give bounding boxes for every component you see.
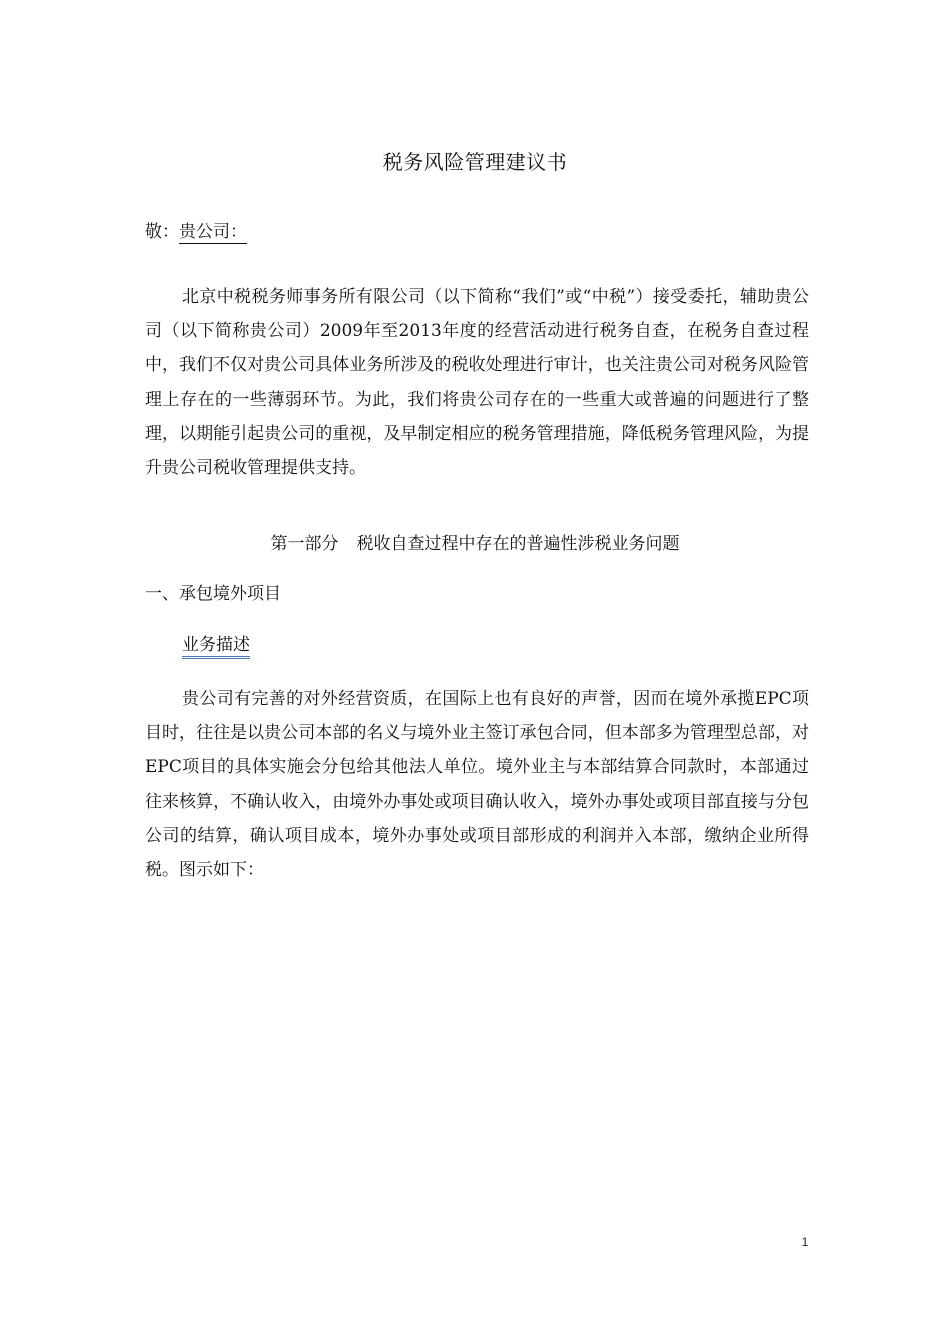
business-description-paragraph: 贵公司有完善的对外经营资质，在国际上也有良好的声誉，因而在境外承揽EPC项目时，往往是以贵公司本部的名义与境外业主签订承包合同，但本部多为管理型总部，对EPC项目的具体实施会分包给其他法人单位。境外业主与本部结算合同款时，本部通过往来核算，不确认收入，由境外办事处或项目确认收入，境外办事处或项目部直接与分包公司的结算，确认项目成本，境外办事处或项目部形成的利润并入本部，缴纳企业所得税。图示如下： [145, 689, 809, 881]
document-title: 税务风险管理建议书 [382, 150, 568, 174]
part-one-label: 第一部分 [270, 534, 339, 554]
item-one-heading: 一、承包境外项目 [145, 584, 281, 604]
part-one-title: 税收自查过程中存在的普遍性涉税业务问题 [356, 534, 680, 554]
intro-paragraph: 北京中税税务师事务所有限公司（以下简称“我们”或“中税”）接受委托，辅助贵公司（以下简称贵公司）2009年至2013年度的经营活动进行税务自查，在税务自查过程中，我们不仅对贵公司具体业务所涉及的税收处理进行审计，也关注贵公司对税务风险管理上存在的一些薄弱环节。为此，我们将贵公司存在的一些重大或普遍的问题进行了整理，以期能引起贵公司的重视，及早制定相应的税务管理措施，降低税务管理风险，为提升贵公司税收管理提供支持。 [145, 287, 809, 479]
business-description-label: 业务描述 [182, 635, 250, 659]
salutation-recipient: 贵公司： [179, 222, 247, 242]
part-one-heading [0, 530, 950, 558]
salutation [145, 218, 247, 246]
business-description-subheading [182, 631, 250, 659]
page-number: 1 [801, 1235, 809, 1249]
salutation-prefix: 敬： [145, 222, 179, 242]
